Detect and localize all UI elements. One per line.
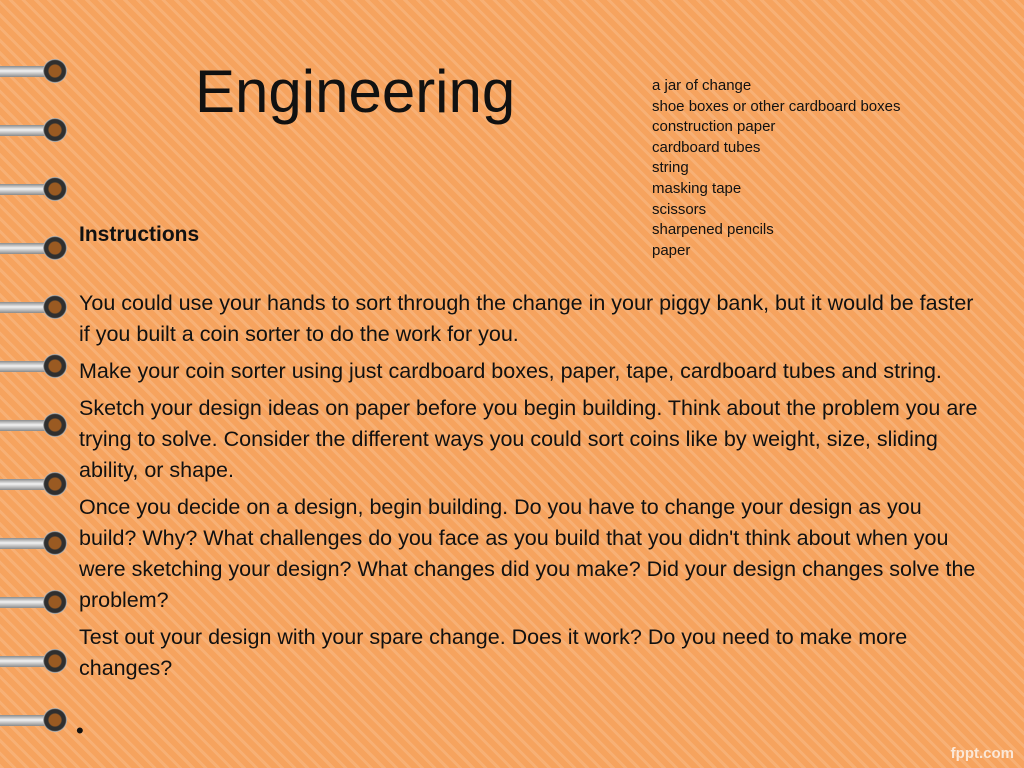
watermark-text: fppt.com	[950, 745, 1014, 762]
binding-ring-hole	[43, 590, 67, 614]
binding-ring	[0, 58, 70, 86]
spiral-binding	[0, 0, 80, 768]
material-item: cardboard tubes	[652, 138, 761, 156]
binding-ring-hole	[43, 649, 67, 673]
binding-ring-hole	[43, 118, 67, 142]
instruction-step: You could use your hands to sort through the change in your piggy bank, but it would be faster if you built a coin sorter to do the work for you.	[79, 291, 974, 346]
instruction-step: Test out your design with your spare change. Does it work? Do you need to make more changes?	[79, 625, 908, 680]
material-item: paper	[652, 241, 691, 259]
binding-ring	[0, 707, 70, 735]
instruction-step: Make your coin sorter using just cardboard boxes, paper, tape, cardboard tubes and string.	[79, 359, 942, 383]
binding-ring-hole	[43, 708, 67, 732]
material-item: sharpened pencils	[652, 221, 774, 239]
binding-ring	[0, 589, 70, 617]
binding-ring	[0, 471, 70, 499]
material-item: a jar of change	[652, 77, 752, 94]
binding-ring-hole	[43, 472, 67, 496]
binding-ring	[0, 412, 70, 440]
material-item: string	[652, 159, 689, 177]
instruction-steps	[79, 288, 984, 690]
binding-ring	[0, 530, 70, 558]
instruction-step: Once you decide on a design, begin building. Do you have to change your design as you build? Why? What challenges do you face as you build that you didn't think about when you were sketching your design? What changes did you make? Did your design changes solve the problem?	[79, 495, 976, 612]
binding-ring	[0, 353, 70, 381]
binding-ring	[0, 117, 70, 145]
binding-ring-hole	[43, 354, 67, 378]
material-item: scissors	[652, 200, 707, 218]
material-item: shoe boxes or other cardboard boxes	[652, 97, 901, 115]
instructions-heading: Instructions	[79, 223, 200, 246]
instruction-step: Sketch your design ideas on paper before you begin building. Think about the problem you are trying to solve. Consider the different ways you could sort coins like by weight, size, sliding ability, or shape.	[79, 396, 978, 482]
material-item: construction paper	[652, 118, 776, 136]
binding-ring	[0, 294, 70, 322]
binding-ring	[0, 235, 70, 263]
binding-ring-hole	[43, 295, 67, 319]
binding-ring-hole	[43, 59, 67, 83]
empty-bullet: •	[76, 718, 84, 743]
material-item: masking tape	[652, 179, 742, 197]
binding-ring-hole	[43, 531, 67, 555]
binding-ring-hole	[43, 413, 67, 437]
binding-ring-hole	[43, 177, 67, 201]
materials-list	[652, 76, 901, 261]
binding-ring	[0, 648, 70, 676]
binding-ring-hole	[43, 236, 67, 260]
slide-title: Engineering	[195, 58, 516, 125]
binding-ring	[0, 176, 70, 204]
